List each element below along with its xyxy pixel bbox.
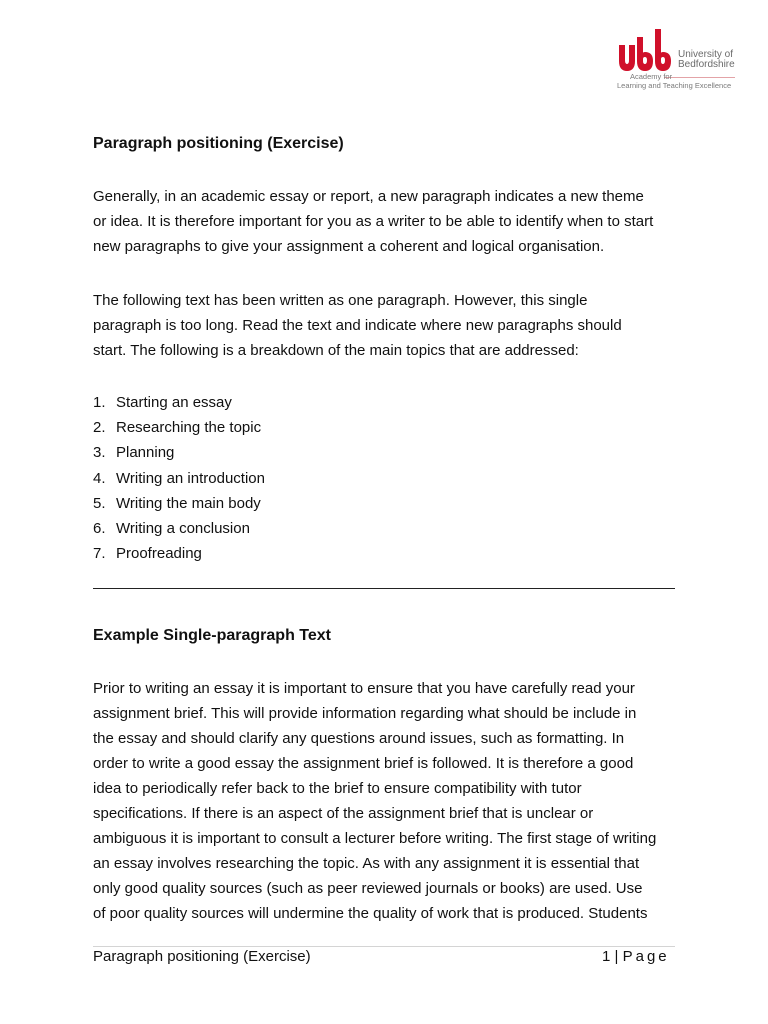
university-logo [617,27,739,97]
page-title: Paragraph positioning (Exercise) [93,135,344,152]
list-item: 6. Writing a conclusion [93,520,250,538]
list-item: 4. Writing an introduction [93,469,265,487]
list-item: 7. Proofreading [93,545,202,563]
list-item: 2. Researching the topic [93,419,262,437]
academy-name: Academy for Learning and Teaching Excellence [617,72,732,90]
topics-list [93,390,265,566]
section-divider [93,588,675,589]
page-number: 1 | Page [602,948,670,965]
example-heading: Example Single-paragraph Text [93,627,331,644]
example-paragraph: Prior to writing an essay it is important to ensure that you have carefully read your assignment brief. This will provide information regarding what should be include in the essay and should clarify any questions around issues, such as formatting. In order to write a good essay the assignment brief is followed. It is therefore a good idea to periodically refer back to the brief to ensure compatibility with tutor specifications. If there is an aspect of the assignment brief that is unclear or ambiguous it is important to consult a lecturer before writing. The first stage of writing an essay involves researching the topic. As with any assignment it is essential that only good quality sources (such as peer reviewed journals or books) are used. Use of poor quality sources will undermine the quality of work that is produced. Students [93,680,657,922]
instructions-paragraph: The following text has been written as one paragraph. However, this single paragraph is too long. Read the text and indicate where new paragraphs should start. The following is a breakdown of the main topics that are addressed: [93,292,622,359]
footer-title: Paragraph positioning (Exercise) [93,948,311,965]
list-item: 1. Starting an essay [93,394,232,411]
university-name: University of Bedfordshire [678,49,735,70]
university-logo-mark-icon [617,27,675,73]
list-item: 3. Planning [93,444,175,462]
intro-paragraph: Generally, in an academic essay or report, a new paragraph indicates a new theme or idea. It is therefore important for you as a writer to be able to identify when to start new paragraphs to give your assignment a coherent and logical organisation. [93,188,654,255]
list-item: 5. Writing the main body [93,494,261,512]
